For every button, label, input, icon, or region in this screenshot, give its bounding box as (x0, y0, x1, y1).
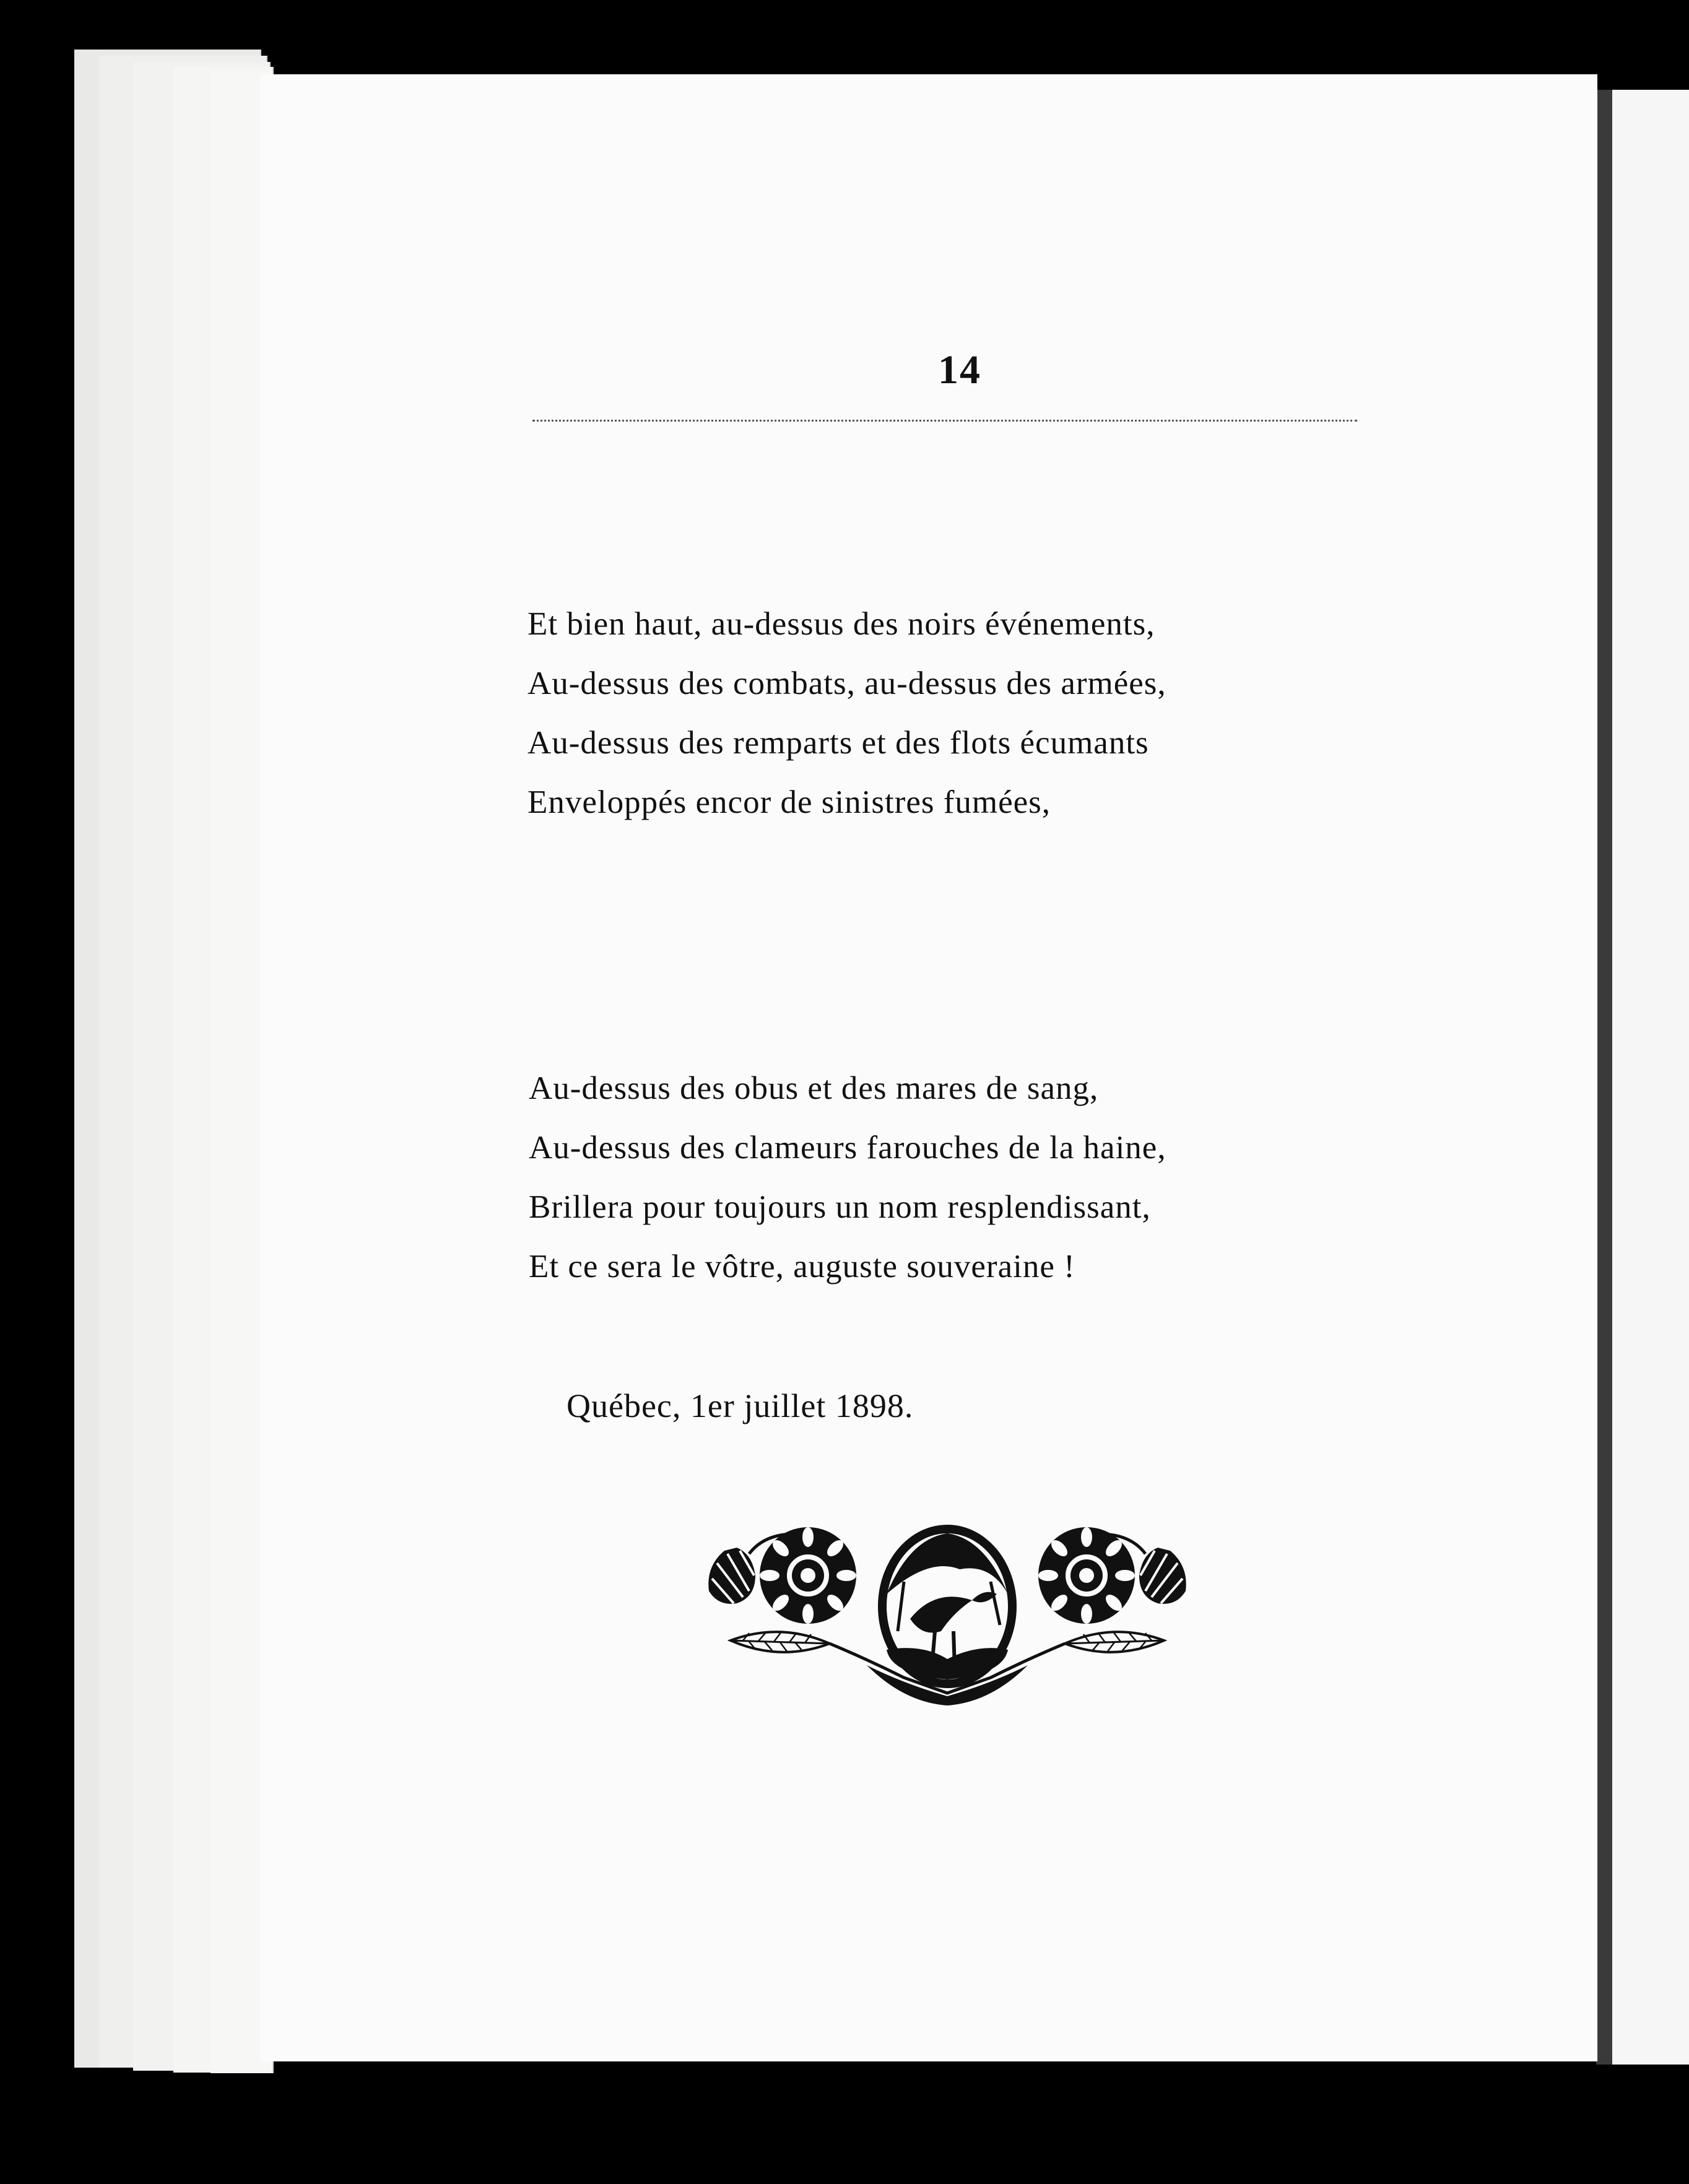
stanza-2 (529, 1059, 1166, 1296)
page-number: 14 (938, 347, 981, 392)
book-page (260, 74, 1597, 2061)
verse-line: Au-dessus des remparts et des flots écumants (528, 725, 1149, 761)
dateline: Québec, 1er juillet 1898. (567, 1387, 914, 1424)
book-spine (1596, 90, 1612, 2065)
floral-vignette-icon (681, 1517, 1214, 1777)
header-rule (532, 420, 1357, 422)
verse-line: Et bien haut, au-dessus des noirs événements, (528, 606, 1155, 642)
stanza-1 (528, 594, 1166, 832)
verse-line: Au-dessus des obus et des mares de sang, (529, 1070, 1099, 1106)
verse-line: Au-dessus des combats, au-dessus des armées, (528, 665, 1166, 701)
verse-line: Enveloppés encor de sinistres fumées, (528, 784, 1051, 820)
verse-line: Brillera pour toujours un nom resplendissant, (529, 1189, 1151, 1225)
verse-line: Au-dessus des clameurs farouches de la haine, (529, 1130, 1166, 1166)
verse-line: Et ce sera le vôtre, auguste souveraine ! (529, 1249, 1075, 1285)
